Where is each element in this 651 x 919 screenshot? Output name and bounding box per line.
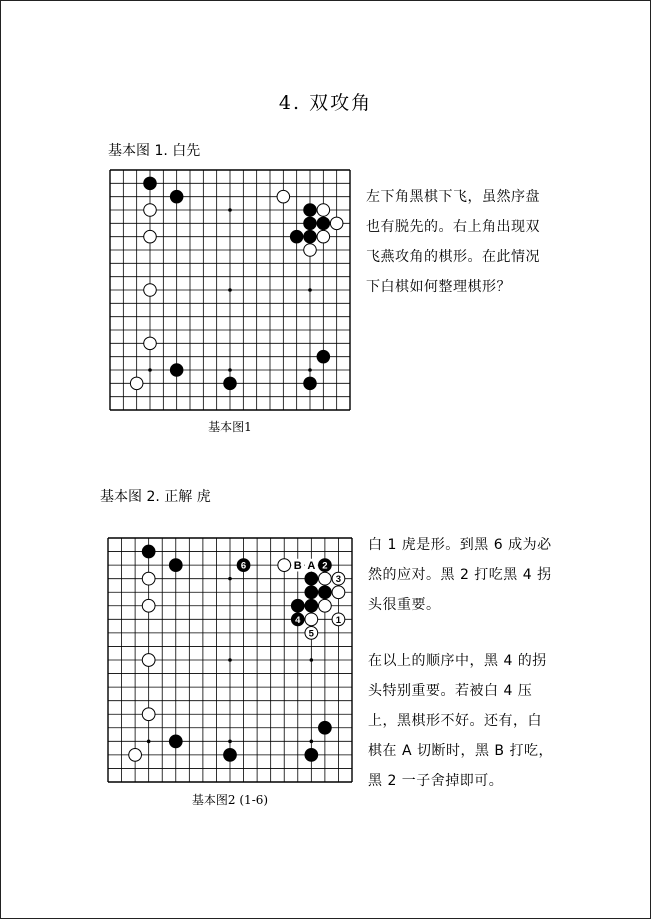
go-board-2 xyxy=(108,538,352,782)
star-point xyxy=(228,368,232,372)
white-stone xyxy=(332,586,345,599)
section1-caption: 基本图1 xyxy=(208,420,252,434)
paragraph-line: 上，黑棋形不好。还有，白 xyxy=(368,713,542,729)
white-stone xyxy=(144,204,157,217)
board-letter-B: B xyxy=(293,560,302,573)
black-stone xyxy=(170,364,183,377)
white-stone xyxy=(142,708,155,721)
star-point xyxy=(228,577,232,581)
black-stone xyxy=(317,350,330,363)
paragraph-line: 黑 2 一子舍掉即可。 xyxy=(368,773,504,789)
black-stone xyxy=(291,599,304,612)
white-stone xyxy=(317,204,330,217)
star-point xyxy=(308,368,312,372)
paragraph-line: 飞燕攻角的棋形。在此情况 xyxy=(366,249,540,265)
white-stone xyxy=(317,230,330,243)
paragraph-line: 左下角黑棋下飞，虽然序盘 xyxy=(366,189,540,205)
paragraph-line: 下白棋如何整理棋形？ xyxy=(366,279,511,295)
move-number: 1 xyxy=(335,614,342,626)
star-point xyxy=(147,740,151,744)
black-stone xyxy=(170,190,183,203)
black-stone xyxy=(224,377,237,390)
move-number: 4 xyxy=(295,614,301,626)
black-stone xyxy=(304,217,317,230)
white-stone xyxy=(330,217,343,230)
black-stone xyxy=(317,217,330,230)
section2-paragraph-2 xyxy=(368,646,558,796)
section2-caption: 基本图2 (1-6) xyxy=(191,793,269,807)
black-stone xyxy=(290,230,303,243)
black-stone xyxy=(304,377,317,390)
move-number: 5 xyxy=(308,628,314,640)
black-stone xyxy=(169,559,182,572)
star-point xyxy=(310,658,314,662)
black-stone xyxy=(142,545,155,558)
black-stone xyxy=(304,204,317,217)
white-stone xyxy=(304,244,317,257)
black-stone xyxy=(304,230,317,243)
star-point xyxy=(228,208,232,212)
white-stone xyxy=(144,337,157,350)
section2-paragraph-1 xyxy=(368,530,558,620)
black-stone xyxy=(305,586,318,599)
white-stone xyxy=(278,559,291,572)
white-stone xyxy=(144,230,157,243)
paragraph-line: 也有脱先的。右上角出现双 xyxy=(366,219,540,235)
black-stone xyxy=(305,572,318,585)
white-stone xyxy=(144,284,157,297)
white-stone xyxy=(129,749,142,762)
move-number: 2 xyxy=(322,560,328,572)
white-stone xyxy=(277,190,290,203)
paragraph-line: 头很重要。 xyxy=(368,597,441,613)
white-stone xyxy=(319,572,332,585)
star-point xyxy=(228,288,232,292)
black-stone xyxy=(224,749,237,762)
white-stone xyxy=(142,654,155,667)
white-stone xyxy=(130,377,143,390)
star-point xyxy=(228,740,232,744)
star-point xyxy=(228,658,232,662)
paragraph-line: 头特别重要。若被白 4 压 xyxy=(368,683,533,699)
paragraph-line: 白 1 虎是形。到黑 6 成为必 xyxy=(368,537,552,553)
black-stone xyxy=(305,749,318,762)
star-point xyxy=(308,288,312,292)
move-number: 6 xyxy=(240,560,247,572)
white-stone xyxy=(319,599,332,612)
section1-heading: 基本图 1. 白先 xyxy=(108,143,201,159)
move-number: 3 xyxy=(335,574,342,586)
black-stone xyxy=(144,177,157,190)
white-stone xyxy=(142,599,155,612)
paragraph-line: 然的应对。黑 2 打吃黑 4 拐 xyxy=(368,567,552,583)
white-stone xyxy=(142,572,155,585)
paragraph-line: 棋在 A 切断时，黑 B 打吃， xyxy=(368,743,553,759)
star-point xyxy=(310,740,314,744)
black-stone xyxy=(305,599,318,612)
section1-paragraph xyxy=(366,182,556,302)
paragraph-line: 在以上的顺序中，黑 4 的拐 xyxy=(368,653,547,669)
section2-heading: 基本图 2. 正解 虎 xyxy=(100,489,211,505)
black-stone xyxy=(169,735,182,748)
page-title: 4. 双攻角 xyxy=(278,92,373,114)
star-point xyxy=(148,368,152,372)
board-letter-A: A xyxy=(307,560,316,573)
go-board-1 xyxy=(110,170,350,410)
black-stone xyxy=(319,721,332,734)
white-stone xyxy=(305,613,318,626)
black-stone xyxy=(319,586,332,599)
